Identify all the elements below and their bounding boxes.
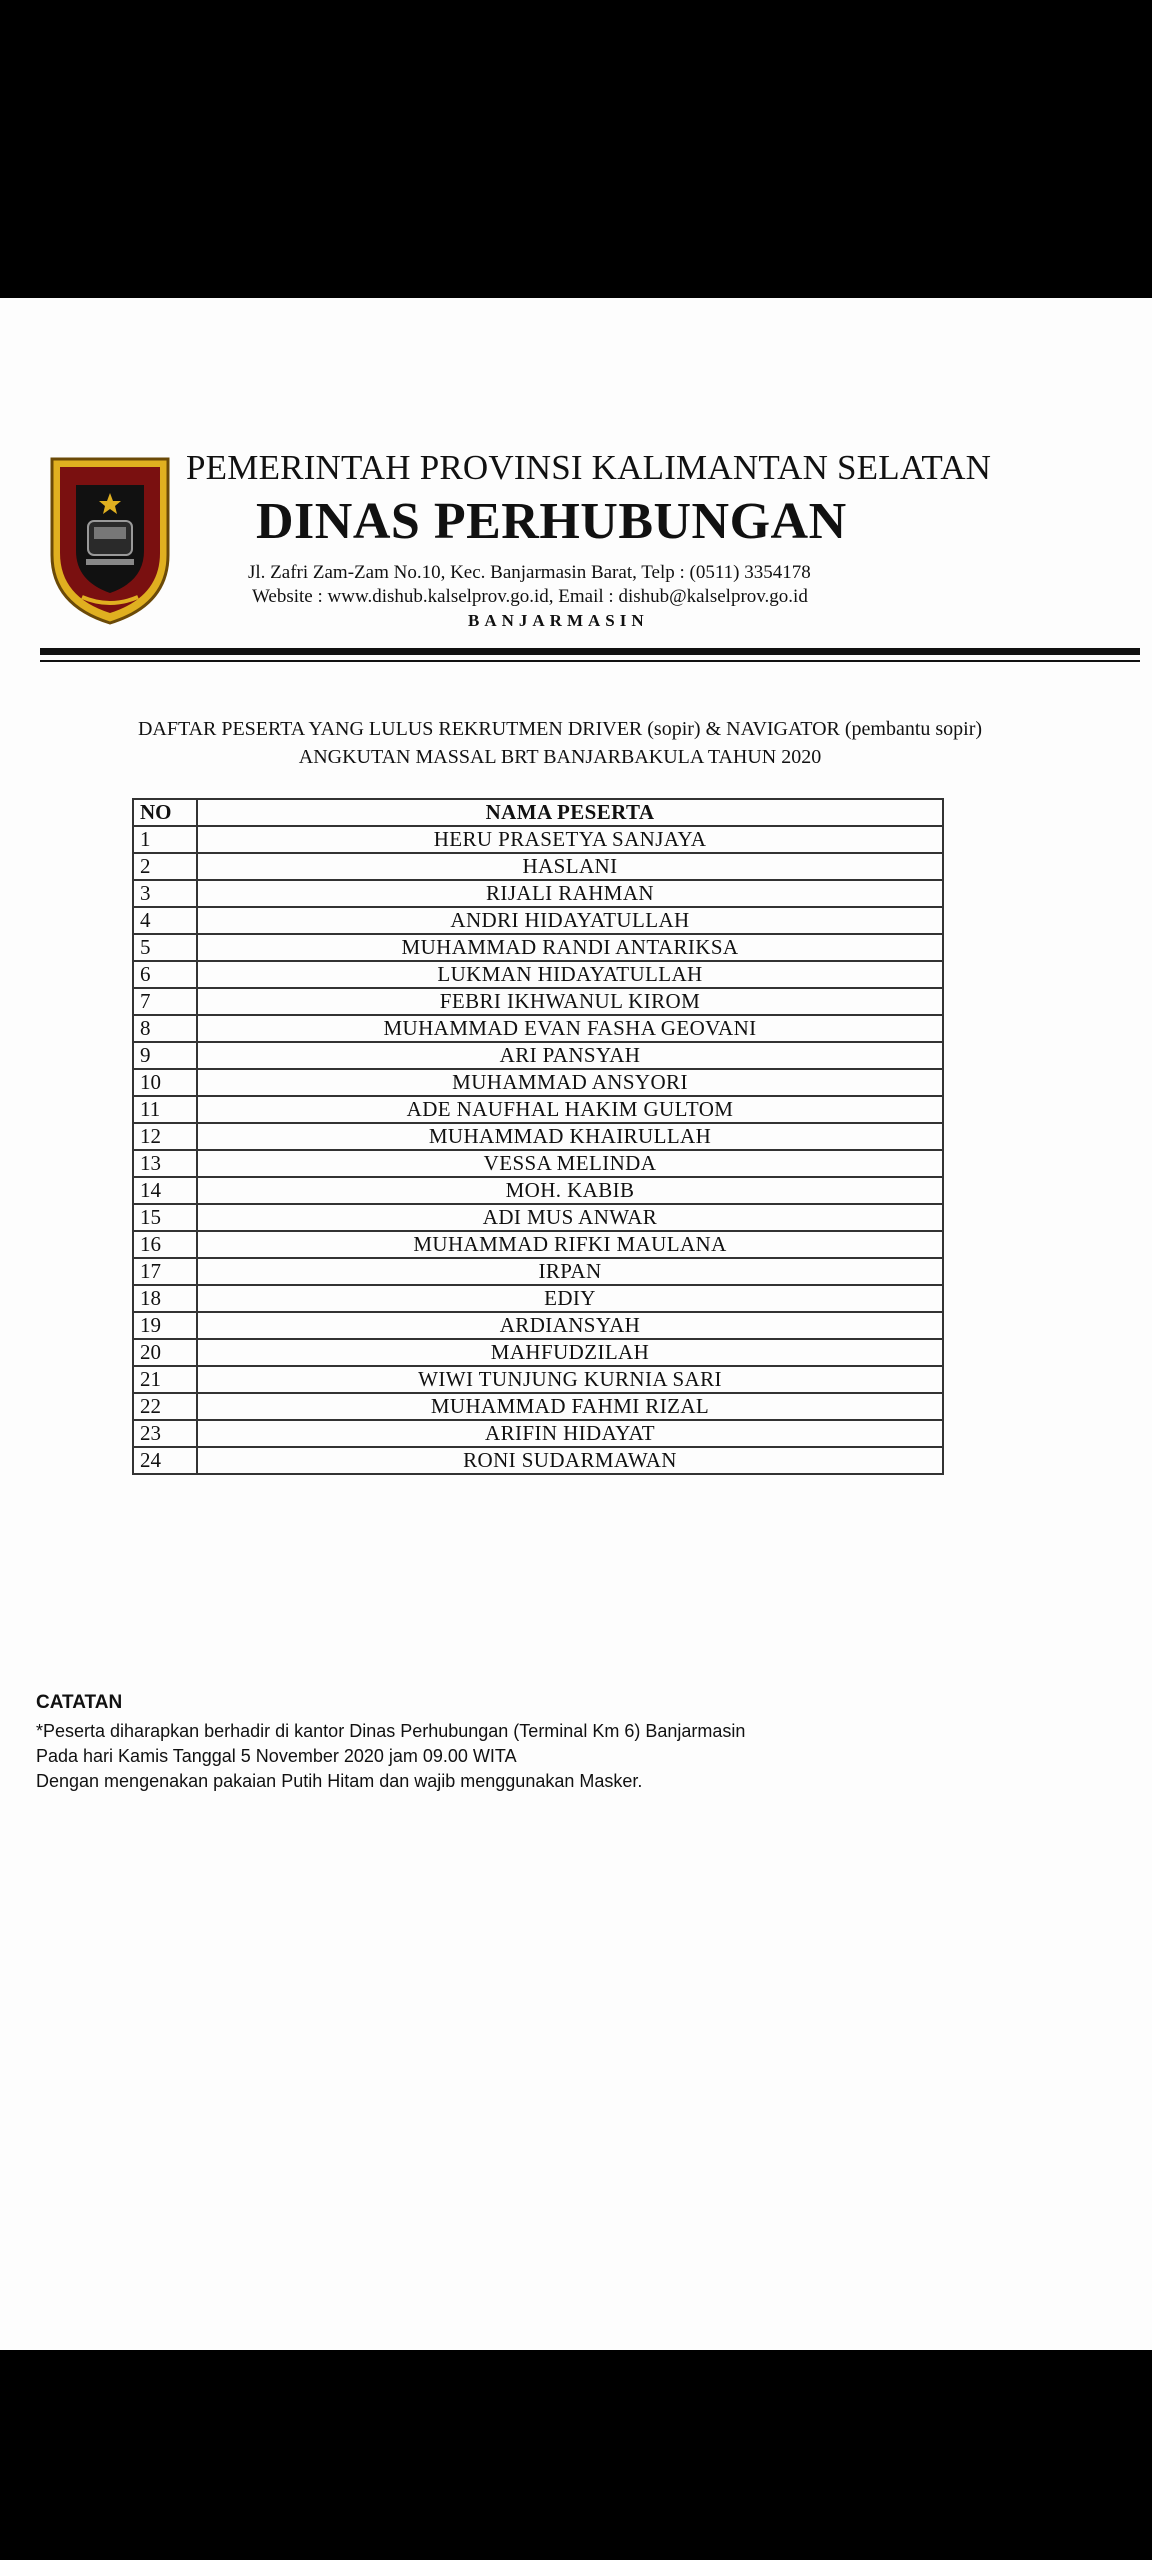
row-number: 4 bbox=[133, 907, 197, 934]
participant-name: MUHAMMAD RIFKI MAULANA bbox=[197, 1231, 943, 1258]
table-row bbox=[133, 1231, 943, 1258]
table-row bbox=[133, 1150, 943, 1177]
row-number: 6 bbox=[133, 961, 197, 988]
participant-name: RIJALI RAHMAN bbox=[197, 880, 943, 907]
table-row bbox=[133, 853, 943, 880]
letterhead-city: BANJARMASIN bbox=[468, 611, 649, 630]
participant-name: ADI MUS ANWAR bbox=[197, 1204, 943, 1231]
notes-line: Pada hari Kamis Tanggal 5 November 2020 jam 09.00 WITA bbox=[36, 1746, 517, 1766]
notes-line: *Peserta diharapkan berhadir di kantor Dinas Perhubungan (Terminal Km 6) Banjarmasin bbox=[36, 1721, 746, 1741]
participant-name: FEBRI IKHWANUL KIROM bbox=[197, 988, 943, 1015]
row-number: 23 bbox=[133, 1420, 197, 1447]
table-row bbox=[133, 1123, 943, 1150]
participant-name: VESSA MELINDA bbox=[197, 1150, 943, 1177]
participant-name: WIWI TUNJUNG KURNIA SARI bbox=[197, 1366, 943, 1393]
column-header-no: NO bbox=[133, 799, 197, 826]
row-number: 16 bbox=[133, 1231, 197, 1258]
row-number: 20 bbox=[133, 1339, 197, 1366]
row-number: 18 bbox=[133, 1285, 197, 1312]
row-number: 10 bbox=[133, 1069, 197, 1096]
participant-name: MUHAMMAD EVAN FASHA GEOVANI bbox=[197, 1015, 943, 1042]
participant-name: ARI PANSYAH bbox=[197, 1042, 943, 1069]
row-number: 21 bbox=[133, 1366, 197, 1393]
letterhead-address: Jl. Zafri Zam-Zam No.10, Kec. Banjarmasin Barat, Telp : (0511) 3354178 bbox=[248, 562, 811, 583]
row-number: 12 bbox=[133, 1123, 197, 1150]
participant-name: EDIY bbox=[197, 1285, 943, 1312]
table-row bbox=[133, 988, 943, 1015]
row-number: 11 bbox=[133, 1096, 197, 1123]
table-row bbox=[133, 1420, 943, 1447]
table-row bbox=[133, 826, 943, 853]
row-number: 22 bbox=[133, 1393, 197, 1420]
participant-name: MUHAMMAD RANDI ANTARIKSA bbox=[197, 934, 943, 961]
participant-name: HERU PRASETYA SANJAYA bbox=[197, 826, 943, 853]
table-row bbox=[133, 1204, 943, 1231]
letterhead-rule-thick bbox=[40, 648, 1140, 655]
table-row bbox=[133, 1366, 943, 1393]
table-row bbox=[133, 1069, 943, 1096]
row-number: 17 bbox=[133, 1258, 197, 1285]
table-row bbox=[133, 1312, 943, 1339]
participant-name: IRPAN bbox=[197, 1258, 943, 1285]
participant-name: MOH. KABIB bbox=[197, 1177, 943, 1204]
notes-heading: CATATAN bbox=[36, 1692, 123, 1713]
table-row bbox=[133, 880, 943, 907]
row-number: 7 bbox=[133, 988, 197, 1015]
table-row bbox=[133, 1096, 943, 1123]
row-number: 14 bbox=[133, 1177, 197, 1204]
table-row bbox=[133, 1393, 943, 1420]
table-header-row bbox=[133, 799, 943, 826]
table-row bbox=[133, 1015, 943, 1042]
row-number: 24 bbox=[133, 1447, 197, 1474]
row-number: 2 bbox=[133, 853, 197, 880]
participant-name: RONI SUDARMAWAN bbox=[197, 1447, 943, 1474]
table-row bbox=[133, 1177, 943, 1204]
participant-name: MUHAMMAD KHAIRULLAH bbox=[197, 1123, 943, 1150]
row-number: 8 bbox=[133, 1015, 197, 1042]
letterhead-government: PEMERINTAH PROVINSI KALIMANTAN SELATAN bbox=[186, 448, 992, 487]
letterhead-rule-thin bbox=[40, 660, 1140, 662]
notes-line: Dengan mengenakan pakaian Putih Hitam dan wajib menggunakan Masker. bbox=[36, 1771, 643, 1791]
document-subtitle: ANGKUTAN MASSAL BRT BANJARBAKULA TAHUN 2020 bbox=[298, 746, 822, 768]
table-row bbox=[133, 907, 943, 934]
table-row bbox=[133, 1447, 943, 1474]
row-number: 1 bbox=[133, 826, 197, 853]
column-header-name: NAMA PESERTA bbox=[197, 799, 943, 826]
table-row bbox=[133, 934, 943, 961]
table-row bbox=[133, 1258, 943, 1285]
document-page bbox=[0, 298, 1152, 2350]
participant-name: HASLANI bbox=[197, 853, 943, 880]
participant-name: MAHFUDZILAH bbox=[197, 1339, 943, 1366]
letterhead-website-email: Website : www.dishub.kalselprov.go.id, Email : dishub@kalselprov.go.id bbox=[252, 586, 808, 607]
row-number: 19 bbox=[133, 1312, 197, 1339]
table-row bbox=[133, 1285, 943, 1312]
provincial-emblem-icon bbox=[48, 455, 172, 627]
participant-name: LUKMAN HIDAYATULLAH bbox=[197, 961, 943, 988]
row-number: 3 bbox=[133, 880, 197, 907]
row-number: 15 bbox=[133, 1204, 197, 1231]
row-number: 5 bbox=[133, 934, 197, 961]
participant-name: ANDRI HIDAYATULLAH bbox=[197, 907, 943, 934]
notes-section bbox=[36, 1690, 745, 1794]
participants-table bbox=[132, 798, 944, 1475]
participant-name: ADE NAUFHAL HAKIM GULTOM bbox=[197, 1096, 943, 1123]
document-title: DAFTAR PESERTA YANG LULUS REKRUTMEN DRIVER (sopir) & NAVIGATOR (pembantu sopir) bbox=[137, 718, 983, 740]
table-row bbox=[133, 961, 943, 988]
participant-name: MUHAMMAD ANSYORI bbox=[197, 1069, 943, 1096]
table-row bbox=[133, 1042, 943, 1069]
participant-name: ARIFIN HIDAYAT bbox=[197, 1420, 943, 1447]
table-row bbox=[133, 1339, 943, 1366]
participant-name: MUHAMMAD FAHMI RIZAL bbox=[197, 1393, 943, 1420]
row-number: 13 bbox=[133, 1150, 197, 1177]
participant-name: ARDIANSYAH bbox=[197, 1312, 943, 1339]
letterhead-agency: DINAS PERHUBUNGAN bbox=[256, 493, 847, 550]
row-number: 9 bbox=[133, 1042, 197, 1069]
